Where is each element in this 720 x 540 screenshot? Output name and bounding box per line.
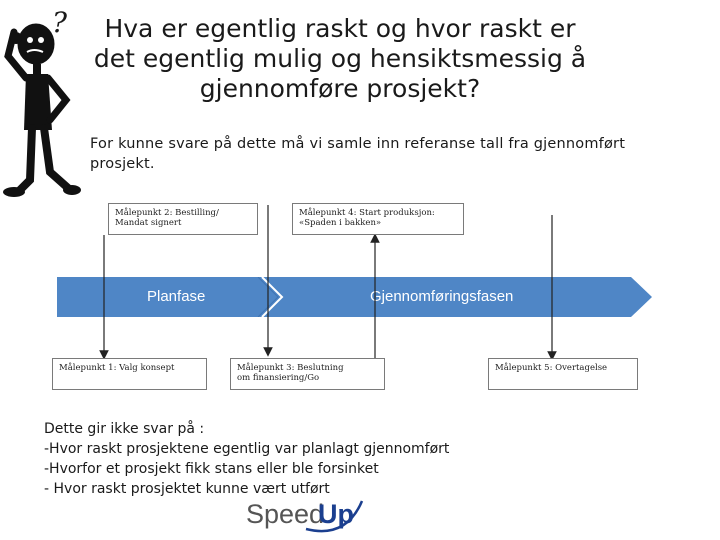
intro-line-2: prosjekt. bbox=[90, 156, 155, 172]
milestone-2-line-2: Mandat signert bbox=[115, 218, 182, 228]
milestone-4-line-1: Målepunkt 4: Start produksjon: bbox=[299, 208, 435, 218]
milestone-3-box bbox=[230, 358, 385, 390]
milestone-2-box bbox=[108, 203, 258, 235]
intro-line-1: For kunne svare på dette må vi samle inn referanse tall fra gjennomført bbox=[90, 136, 626, 152]
summary-line-4: - Hvor raskt prosjektet kunne vært utført bbox=[44, 481, 330, 497]
summary-line-3: -Hvorfor et prosjekt fikk stans eller ble forsinket bbox=[44, 461, 379, 477]
milestone-3-line-2: om finansiering/Go bbox=[237, 373, 320, 383]
milestone-2-line-1: Målepunkt 2: Bestilling/ bbox=[115, 208, 219, 218]
logo-up-text: Up bbox=[318, 499, 354, 529]
milestone-4-line-2: «Spaden i bakken» bbox=[299, 218, 382, 228]
logo-speed-text: Speed bbox=[246, 499, 325, 529]
milestone-1-label: Målepunkt 1: Valg konsept bbox=[59, 363, 175, 373]
phase-label-planfase: Planfase bbox=[147, 288, 206, 305]
title-line-1: Hva er egentlig raskt og hvor raskt er bbox=[104, 14, 576, 43]
milestone-5-box bbox=[488, 358, 638, 390]
title-line-2: det egentlig mulig og hensiktsmessig å bbox=[93, 44, 587, 73]
title-line-3: gjennomføre prosjekt? bbox=[199, 74, 481, 103]
question-mark: ? bbox=[52, 6, 68, 39]
milestone-5-label: Målepunkt 5: Overtagelse bbox=[495, 363, 608, 373]
phase-label-gjennomforing: Gjennomføringsfasen bbox=[370, 288, 514, 305]
summary-text bbox=[44, 419, 524, 499]
summary-line-1: Dette gir ikke svar på : bbox=[44, 421, 205, 437]
milestone-3-line-1: Målepunkt 3: Beslutning bbox=[237, 363, 344, 373]
milestone-4-box bbox=[292, 203, 464, 235]
milestone-1-box bbox=[52, 358, 207, 390]
summary-line-2: -Hvor raskt prosjektene egentlig var planlagt gjennomført bbox=[44, 441, 450, 457]
speedup-logo bbox=[246, 495, 370, 535]
